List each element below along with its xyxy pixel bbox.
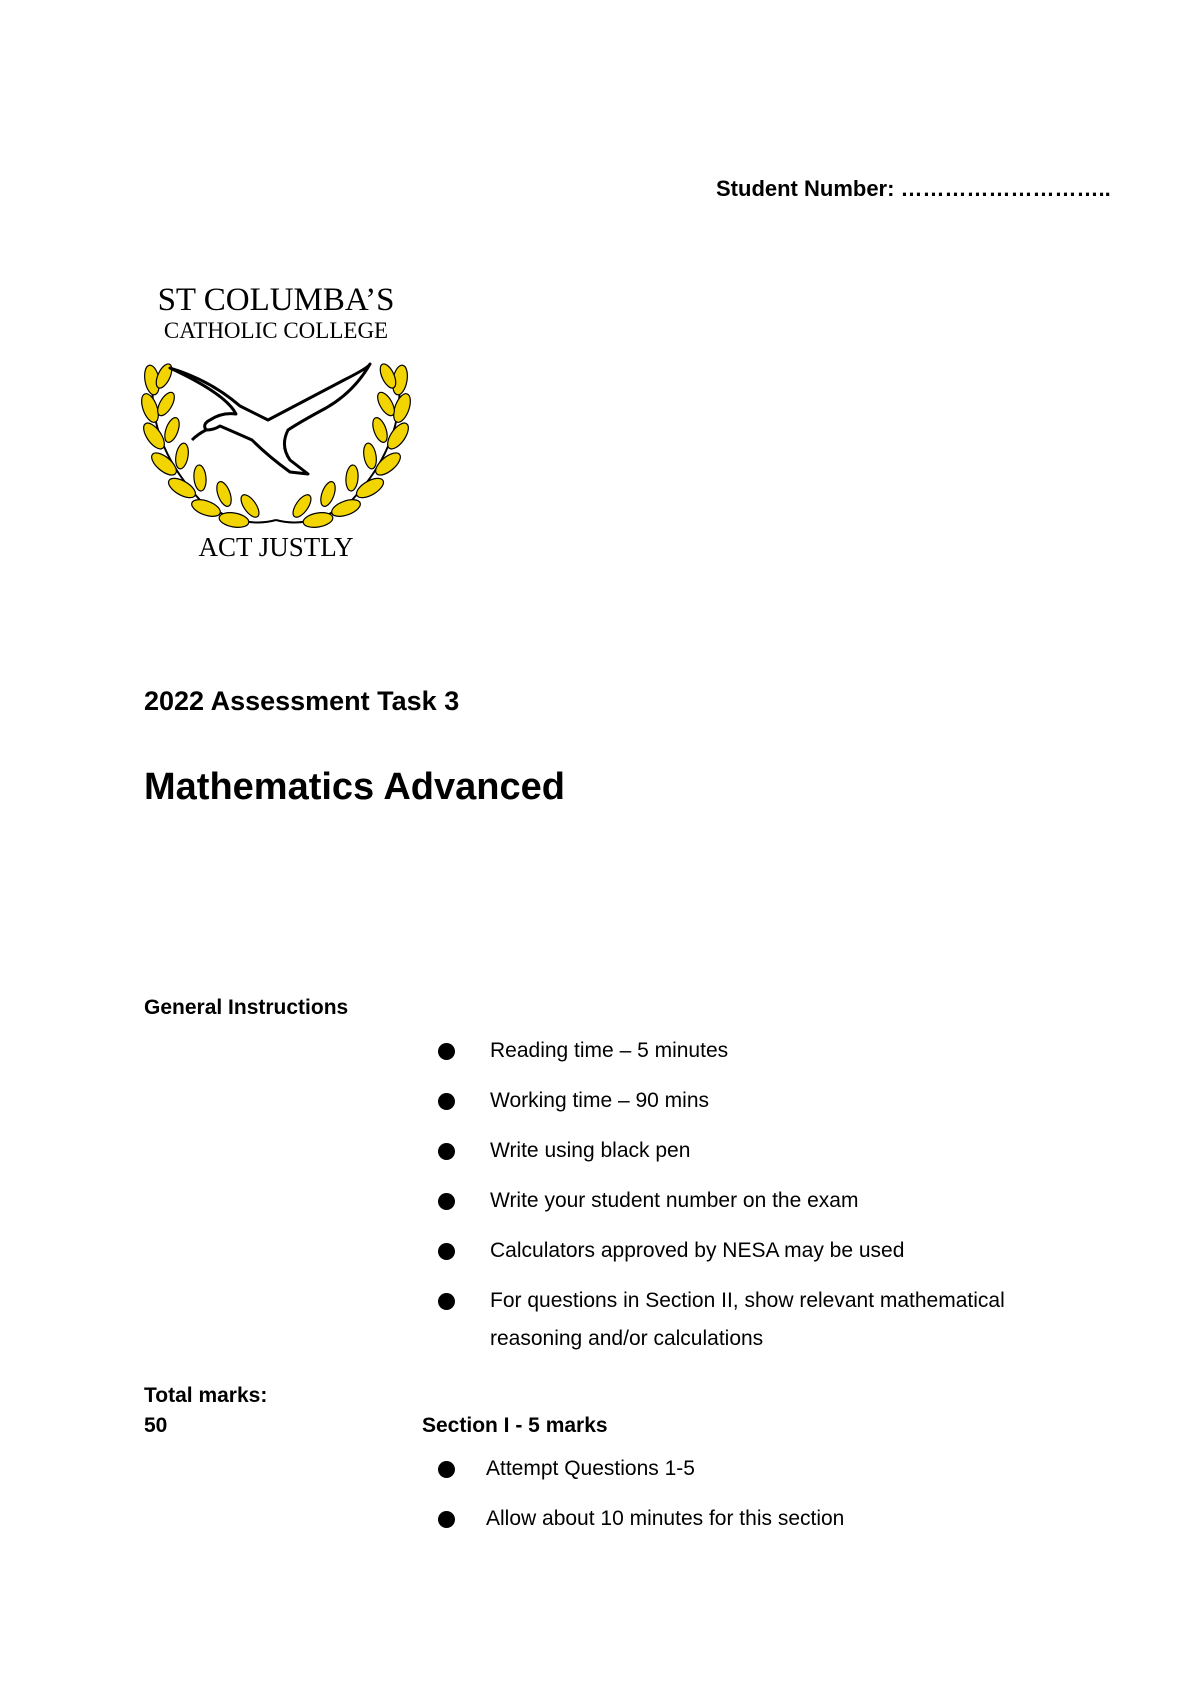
bullet-icon [438,1093,455,1110]
bullet-icon [438,1243,455,1260]
general-instructions-list [490,1032,1070,1370]
list-item-text: Calculators approved by NESA may be used [490,1239,905,1262]
list-item [486,1500,1086,1538]
list-item-text: Allow about 10 minutes for this section [486,1507,845,1530]
list-item-text: For questions in Section II, show relevant mathematical reasoning and/or calculations [490,1289,1005,1350]
college-logo [140,280,412,566]
list-item [490,1032,1070,1070]
list-item-text: Write your student number on the exam [490,1189,859,1212]
list-item [486,1450,1086,1488]
task-title: 2022 Assessment Task 3 [144,686,460,716]
bullet-icon [438,1461,455,1478]
bullet-icon [438,1043,455,1060]
general-instructions-heading: General Instructions [144,996,349,1019]
logo-line1: ST COLUMBA’S [157,282,395,318]
bullet-icon [438,1193,455,1210]
list-item-text: Write using black pen [490,1139,691,1162]
dove-icon [170,364,370,474]
logo-line2: CATHOLIC COLLEGE [163,318,389,343]
list-item-text: Working time – 90 mins [490,1089,710,1112]
section-1-list [486,1450,1086,1550]
total-marks-value: 50 [144,1414,168,1437]
logo-motto: ACT JUSTLY [198,532,354,562]
student-number-label: Student Number: ……………………….. [716,176,1111,201]
section-1-heading: Section I - 5 marks [422,1414,608,1437]
bullet-icon [438,1511,455,1528]
subject-title: Mathematics Advanced [144,766,565,808]
list-item [490,1282,1070,1358]
list-item [490,1132,1070,1170]
list-item [490,1182,1070,1220]
bullet-icon [438,1293,455,1310]
total-marks-label: Total marks: [144,1384,268,1407]
list-item [490,1082,1070,1120]
list-item [490,1232,1070,1270]
bullet-icon [438,1143,455,1160]
list-item-text: Reading time – 5 minutes [490,1039,729,1062]
list-item-text: Attempt Questions 1-5 [486,1457,695,1480]
college-crest-icon [140,280,412,566]
